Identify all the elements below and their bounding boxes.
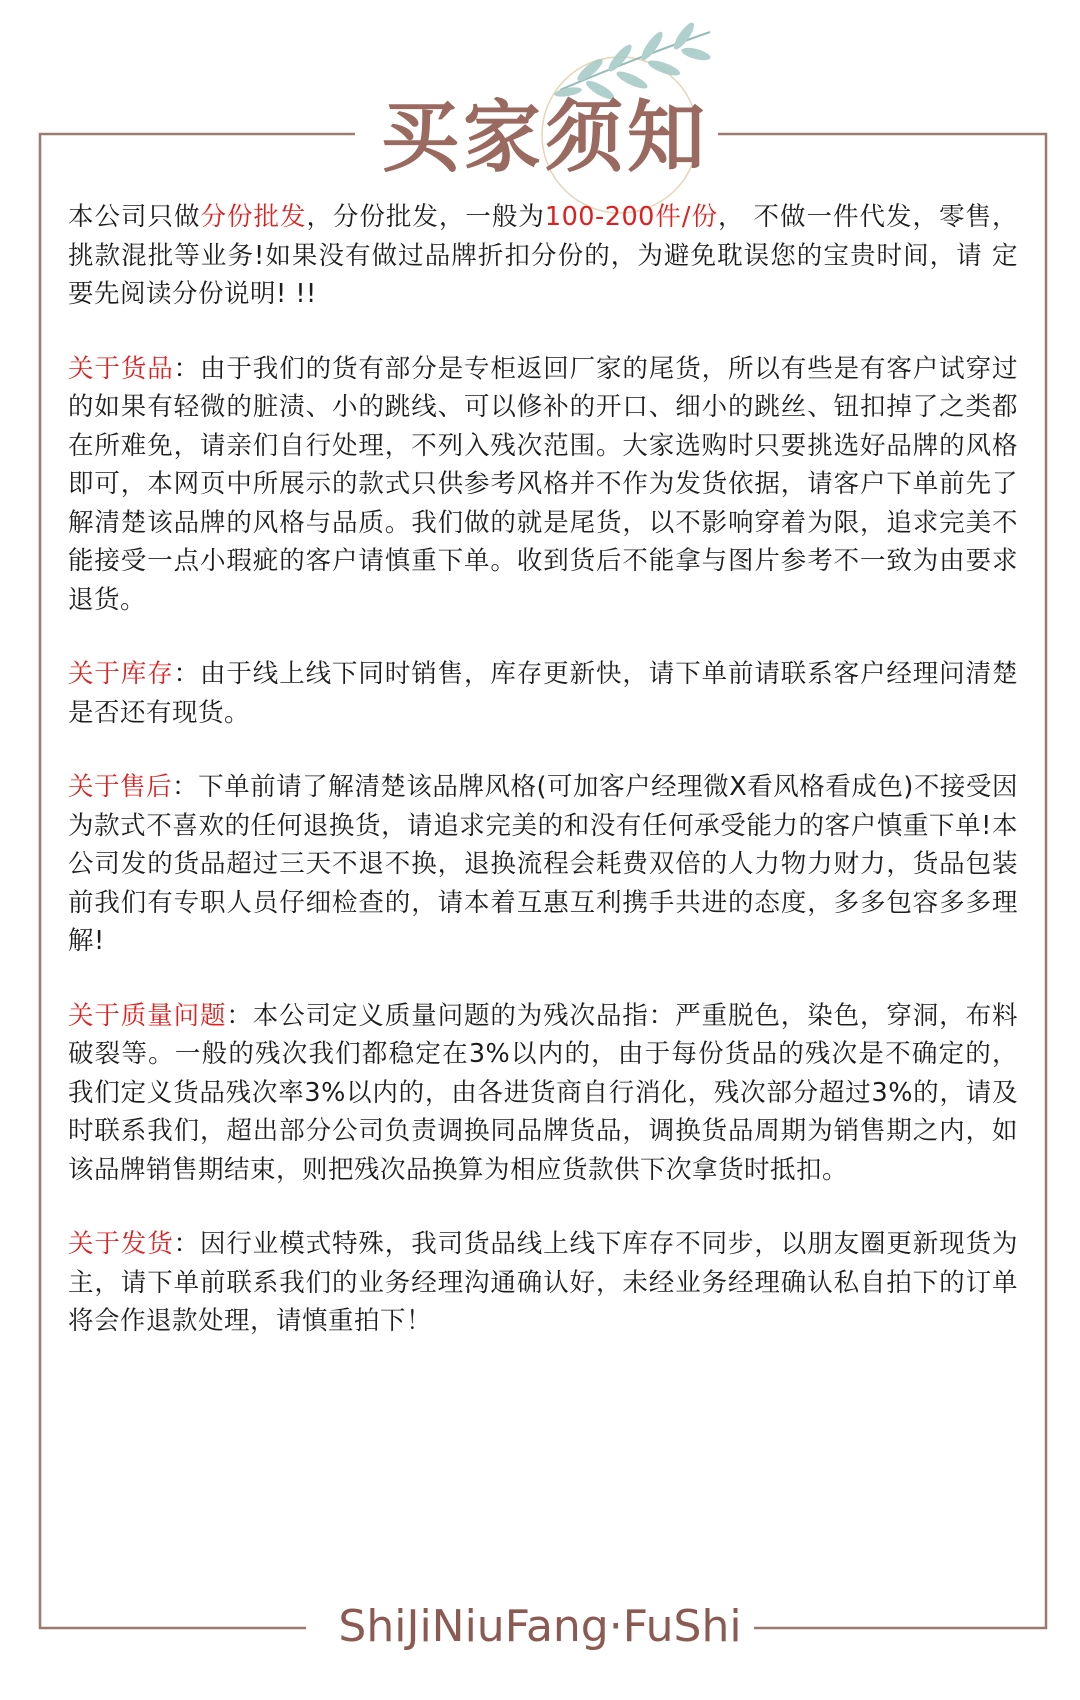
section-body: ：因行业模式特殊，我司货品线上线下库存不同步，以朋友圈更新现货为主，请下单前联系我们的业务经理沟通确认好，未经业务经理确认私自拍下的订单将会作退款处理，请慎重拍下！ <box>68 1229 1018 1336</box>
page-title: 买家须知 <box>380 92 709 183</box>
text-segment: ，分份批发，一般为 <box>306 202 545 232</box>
section-body: ：由于线上线下同时销售，库存更新快，请下单前请联系客户经理问清楚是否还有现货。 <box>68 659 1018 728</box>
highlight-segment: 分份批发 <box>200 202 307 232</box>
brand-footer: ShiJiNiuFang·FuShi <box>338 1601 742 1652</box>
inventory-paragraph <box>68 655 1018 732</box>
highlight-segment: 100-200件/份 <box>544 202 718 232</box>
notice-content <box>68 198 1018 1377</box>
quality-paragraph <box>68 997 1018 1190</box>
section-heading: 关于货品 <box>68 353 174 384</box>
section-body: ：由于我们的货有部分是专柜返回厂家的尾货，所以有些是有客户试穿过的如果有轻微的脏渍、小的跳线、可以修补的开口、细小的跳丝、钮扣掉了之类都在所难免，请亲们自行处理，不列入残次范围。大家选购时只要挑选好品牌的风格即可，本网页中所展示的款式只供参考风格并不作为发货依据，请客户下单前先了解清楚该品牌的风格与品质。我们做的就是尾货，以不影响穿着为限，追求完美不能接受一点小瑕疵的客户请慎重下单。收到货后不能拿与图片参考不一致为由要求退货。 <box>68 353 1018 615</box>
section-body: ：本公司定义质量问题的为残次品指：严重脱色，染色，穿洞，布料破裂等。一般的残次我们都稳定在3%以内的，由于每份货品的残次是不确定的，我们定义货品残次率3%以内的，由各进货商自行消化，残次部分超过3%的，请及时联系我们，超出部分公司负责调换同品牌货品，调换货品周期为销售期之内，如该品牌销售期结束，则把残次品换算为相应货款供下次拿货时抵扣。 <box>68 1000 1018 1185</box>
after-sales-paragraph <box>68 768 1018 961</box>
section-heading: 关于发货 <box>68 1229 174 1259</box>
intro-paragraph <box>68 198 1018 314</box>
section-heading: 关于质量问题 <box>68 1000 227 1031</box>
goods-paragraph <box>68 350 1018 620</box>
text-segment: ， 不做一件代发，零售，挑款混批等业务!如果没有做过品牌折扣分份的，为避免耽误您的宝贵时间，请 定要先阅读分份说明! !! <box>68 202 1018 309</box>
shipping-paragraph <box>68 1225 1018 1341</box>
section-body: ：下单前请了解清楚该品牌风格(可加客户经理微X看风格看成色)不接受因为款式不喜欢的任何退换货，请追求完美的和没有任何承受能力的客户慎重下单!本公司发的货品超过三天不退不换，退换流程会耗费双倍的人力物力财力，货品包装前我们有专职人员仔细检查的，请本着互惠互利携手共进的态度，多多包容多多理解! <box>68 772 1018 956</box>
section-heading: 关于售后 <box>68 772 173 802</box>
text-segment: 本公司只做 <box>68 202 201 232</box>
section-heading: 关于库存 <box>68 659 174 689</box>
